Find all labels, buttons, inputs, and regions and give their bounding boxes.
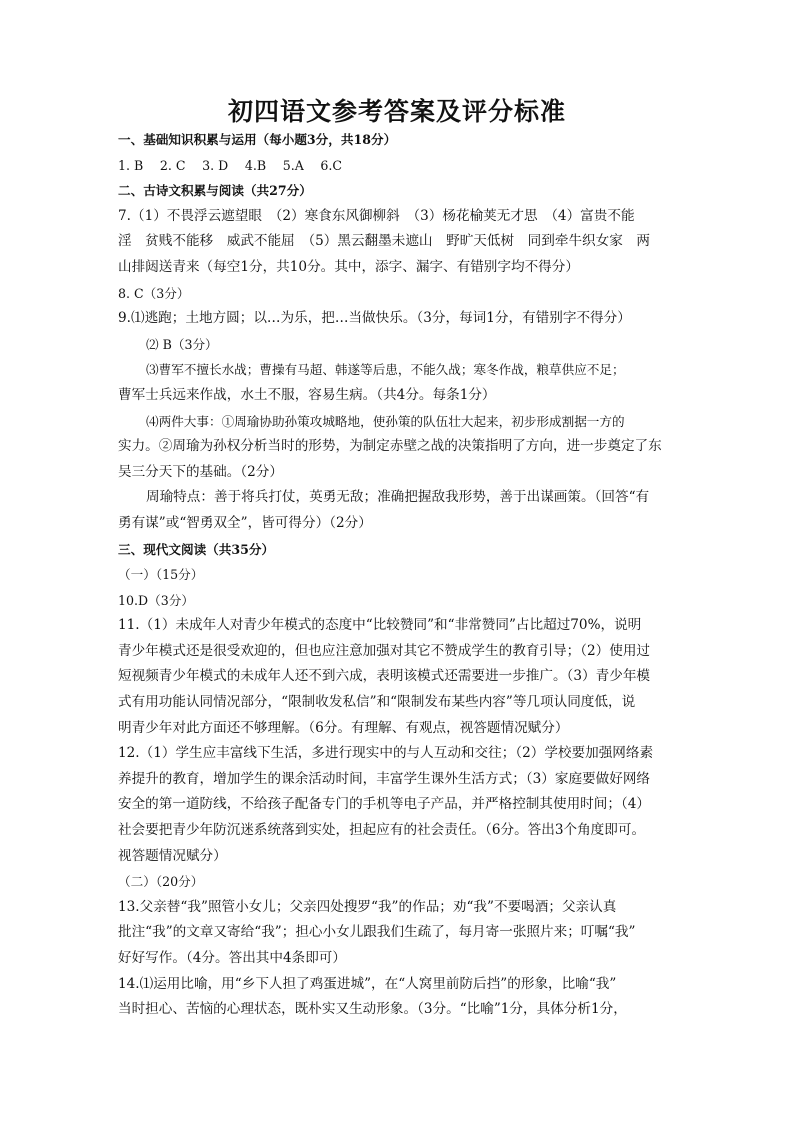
text-line: （二）（20分） [118,874,204,890]
text-line: 三、现代文阅读（共35分） [118,541,275,557]
text-line: 当时担心、苦恼的心理状态，既朴实又生动形象。（3分。“比喻”1分，具体分析1分， [118,1001,627,1018]
text-line: 好好写作。（4分。答出其中4条即可） [118,950,346,966]
text-line: 10.D（3分） [118,592,194,608]
text-line: 1. B 2. C 3. D 4.B 5.A 6.C [118,157,343,173]
text-line: ⑷两件大事：①周瑜协助孙策攻城略地，使孙策的队伍壮大起来，初步形成割据一方的 [146,413,625,429]
text-line: 9.⑴逃跑；土地方圆；以…为乐，把…当做快乐。（3分，每词1分，有错别字不得分） [118,310,631,327]
text-line: 养提升的教育，增加学生的课余活动时间，丰富学生课外生活方式；（3）家庭要做好网络 [118,770,651,787]
text-line: 社会要把青少年防沉迷系统落到实处，担起应有的社会责任。（6分。答出3个角度即可。 [118,822,646,839]
text-line: 8. C（3分） [118,285,190,301]
text-line: 山排闼送青来（每空1分，共10分。其中，添字、漏字、有错别字均不得分） [118,258,579,275]
text-line: 12.（1）学生应丰富线下生活，多进行现实中的与人互动和交往；（2）学校要加强网络素 [118,745,654,762]
text-line: （一）（15分） [118,567,204,583]
text-line: 13.父亲替“我”照管小女儿；父亲四处搜罗“我”的作品；劝“我”不要喝酒；父亲认真 [118,898,617,915]
text-line: 勇有谋”或“智勇双全”，皆可得分）（2分） [118,514,372,531]
text-line: 二、古诗文积累与阅读（共27分） [118,183,312,199]
text-line: 视答题情况赋分） [118,847,227,864]
text-line: ⑵ B（3分） [146,336,218,352]
text-line: 淫 贫贱不能移 威武不能屈 （5）黑云翻墨未遮山 野旷天低树 同到牵牛织女家 两 [118,233,651,250]
answer-text-body [118,127,678,1023]
text-line: 周瑜特点：善于将兵打仗，英勇无敌；准确把握敌我形势，善于出谋画策。（回答“有 [146,489,650,506]
document-title: 初四语文参考答案及评分标准 [227,97,566,126]
text-line: 实力。②周瑜为孙权分析当时的形势，为制定赤壁之战的决策指明了方向，进一步奠定了东 [118,438,662,455]
text-line: 11.（1）未成年人对青少年模式的态度中“比较赞同”和“非常赞同”占比超过70%，说明 [118,617,642,634]
text-line: 安全的第一道防线，不给孩子配备专门的手机等电子产品，并严格控制其使用时间；（4） [118,796,651,813]
text-line: 短视频青少年模式的未成年人还不到六成，表明该模式还需要进一步推广。（3）青少年模 [118,668,651,685]
text-line: 明青少年对此方面还不够理解。（6分。有理解、有观点，视答题情况赋分） [118,719,569,736]
text-line: 批注“我”的文章又寄给“我”；担心小女儿跟我们生疏了，每月寄一张照片来；叮嘱“我” [118,924,636,941]
text-line: 吴三分天下的基础。（2分） [118,463,283,480]
text-line: ⑶曹军不擅长水战；曹操有马超、韩遂等后患，不能久战；寒冬作战，粮草供应不足； [146,362,625,378]
text-line: 青少年模式还是很受欢迎的，但也应注意加强对其它不赞成学生的教育引导；（2）使用过 [118,642,651,659]
text-line: 曹军士兵远来作战，水土不服，容易生病。（共4分。每条1分） [118,386,496,403]
text-line: 7.（1）不畏浮云遮望眼 （2）寒食东风御柳斜 （3）杨花榆荚无才思 （4）富贵不能 [118,207,635,224]
text-line: 式有用功能认同情况部分，“限制收发私信”和“限制发布某些内容”等几项认同度低，说 [118,694,636,711]
text-line: 一、基础知识积累与运用（每小题3分，共18分） [118,132,397,147]
text-line: 14.⑴运用比喻，用“乡下人担了鸡蛋进城”，在“人窝里前防后挡”的形象，比喻“我” [118,975,617,992]
